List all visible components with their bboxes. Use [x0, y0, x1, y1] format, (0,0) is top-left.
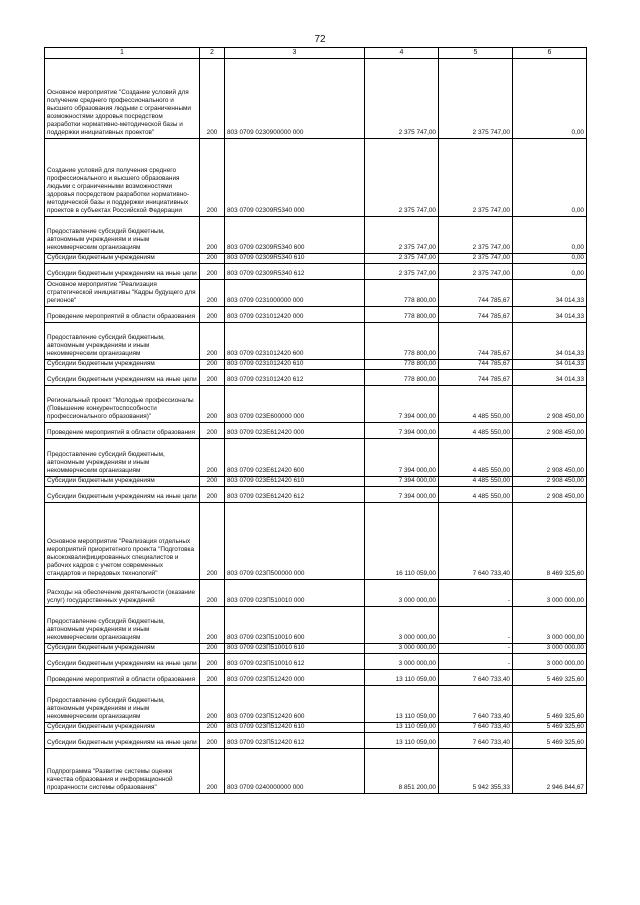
row-col2-cell: 200: [200, 723, 225, 733]
row-code-cell: 803 0709 023П500000 000: [225, 503, 365, 580]
row-code-cell: 803 0709 02309R5340 612: [225, 264, 365, 280]
table-row: [45, 580, 587, 607]
table-row: [45, 264, 587, 280]
row-col5-value: -: [439, 644, 513, 654]
table-row: [45, 607, 587, 644]
row-col5-value: 7 640 733,40: [439, 723, 513, 733]
row-name-cell: Субсидии бюджетным учреждениям на иные цели: [45, 487, 200, 503]
row-col2-cell: 200: [200, 59, 225, 139]
row-col4-value: 8 851 200,00: [365, 749, 439, 794]
table-row: [45, 733, 587, 749]
row-col4-value: 3 000 000,00: [365, 654, 439, 670]
row-col6-value: 5 469 325,60: [513, 733, 587, 749]
row-name-cell: Основное мероприятие "Реализация стратегической инициативы "Кадры будущего для регионов": [45, 280, 200, 307]
row-name-cell: Субсидии бюджетным учреждениям: [45, 644, 200, 654]
row-col4-value: 2 375 747,00: [365, 59, 439, 139]
row-col2-cell: 200: [200, 503, 225, 580]
row-col4-value: 13 110 059,00: [365, 733, 439, 749]
row-col6-value: 0,00: [513, 217, 587, 254]
row-col4-value: 16 110 059,00: [365, 503, 439, 580]
row-code-cell: 803 0709 0231012420 612: [225, 370, 365, 386]
row-col2-cell: 200: [200, 439, 225, 477]
row-col6-value: 34 014,33: [513, 360, 587, 370]
row-col4-value: 7 394 000,00: [365, 386, 439, 423]
row-col5-value: 2 375 747,00: [439, 139, 513, 217]
row-col5-value: 4 485 550,00: [439, 439, 513, 477]
table-row: [45, 139, 587, 217]
row-col5-value: 2 375 747,00: [439, 264, 513, 280]
row-name-cell: Субсидии бюджетным учреждениям: [45, 360, 200, 370]
row-code-cell: 803 0709 023П512420 612: [225, 733, 365, 749]
table-row: [45, 360, 587, 370]
row-col4-value: 778 800,00: [365, 370, 439, 386]
row-col2-cell: 200: [200, 749, 225, 794]
row-name-cell: Проведение мероприятий в области образования: [45, 423, 200, 439]
row-col2-cell: 200: [200, 370, 225, 386]
table-row: [45, 654, 587, 670]
column-header: 4: [365, 48, 439, 59]
table-row: [45, 439, 587, 477]
row-col5-value: 5 942 355,33: [439, 749, 513, 794]
row-col2-cell: 200: [200, 487, 225, 503]
row-col2-cell: 200: [200, 307, 225, 323]
row-col6-value: 2 908 450,00: [513, 487, 587, 503]
row-col5-value: 744 785,67: [439, 323, 513, 360]
row-col5-value: 744 785,67: [439, 360, 513, 370]
row-code-cell: 803 0709 0240000000 000: [225, 749, 365, 794]
row-name-cell: Субсидии бюджетным учреждениям на иные цели: [45, 370, 200, 386]
column-header: 5: [439, 48, 513, 59]
column-header: 3: [225, 48, 365, 59]
row-name-cell: Субсидии бюджетным учреждениям: [45, 723, 200, 733]
table-row: [45, 644, 587, 654]
row-col4-value: 3 000 000,00: [365, 580, 439, 607]
row-col2-cell: 200: [200, 423, 225, 439]
row-col2-cell: 200: [200, 644, 225, 654]
table-header-row: [45, 48, 587, 59]
row-col5-value: 2 375 747,00: [439, 59, 513, 139]
row-name-cell: Предоставление субсидий бюджетным, автономным учреждениям и иным некоммерческим организациям: [45, 217, 200, 254]
row-col4-value: 778 800,00: [365, 360, 439, 370]
table-row: [45, 670, 587, 686]
row-name-cell: Проведение мероприятий в области образования: [45, 670, 200, 686]
row-col5-value: 4 485 550,00: [439, 487, 513, 503]
row-col2-cell: 200: [200, 733, 225, 749]
row-col6-value: 34 014,33: [513, 370, 587, 386]
row-col4-value: 7 394 000,00: [365, 423, 439, 439]
row-col6-value: 0,00: [513, 139, 587, 217]
table-row: [45, 386, 587, 423]
row-col6-value: 0,00: [513, 264, 587, 280]
row-name-cell: Проведение мероприятий в области образования: [45, 307, 200, 323]
table-row: [45, 254, 587, 264]
row-col2-cell: 200: [200, 254, 225, 264]
row-col2-cell: 200: [200, 686, 225, 723]
row-col6-value: 5 469 325,60: [513, 670, 587, 686]
row-code-cell: 803 0709 023E612420 600: [225, 439, 365, 477]
row-code-cell: 803 0709 02309R5340 610: [225, 254, 365, 264]
table-row: [45, 423, 587, 439]
row-col6-value: 3 000 000,00: [513, 654, 587, 670]
row-col6-value: 8 469 325,60: [513, 503, 587, 580]
row-name-cell: Основное мероприятие "Реализация отдельных мероприятий приоритетного проекта "Подготовка высококвалифицированных специалистов и рабочих кадров с учетом современных стандартов и передовых технологий": [45, 503, 200, 580]
row-col2-cell: 200: [200, 360, 225, 370]
row-col5-value: 7 640 733,40: [439, 686, 513, 723]
table-row: [45, 723, 587, 733]
row-code-cell: 803 0709 0231012420 000: [225, 307, 365, 323]
row-col4-value: 778 800,00: [365, 323, 439, 360]
row-col5-value: 2 375 747,00: [439, 217, 513, 254]
column-header: 6: [513, 48, 587, 59]
row-name-cell: Основное мероприятие "Создание условий для получение среднего профессионального и высшего образования людьми с ограниченными возможностями здоровья посредством разработки нормативно-методической базы и поддержки инициативных проектов": [45, 59, 200, 139]
row-col4-value: 778 800,00: [365, 307, 439, 323]
row-col2-cell: 200: [200, 323, 225, 360]
column-header: 2: [200, 48, 225, 59]
row-col4-value: 7 394 000,00: [365, 487, 439, 503]
row-col4-value: 13 110 059,00: [365, 686, 439, 723]
row-col5-value: 744 785,67: [439, 370, 513, 386]
row-col6-value: 3 000 000,00: [513, 607, 587, 644]
row-code-cell: 803 0709 023П512420 000: [225, 670, 365, 686]
row-col5-value: 7 640 733,40: [439, 503, 513, 580]
row-col4-value: 2 375 747,00: [365, 264, 439, 280]
row-col6-value: 34 014,33: [513, 280, 587, 307]
row-col6-value: 2 908 450,00: [513, 439, 587, 477]
row-col5-value: 744 785,67: [439, 307, 513, 323]
row-name-cell: Создание условий для получения среднего профессионального и высшего образования людьми с ограниченными возможностями здоровья посредством разработки нормативно-методической базы и поддержки инициативных проектов в субъектах Российской Федерации: [45, 139, 200, 217]
row-col6-value: 2 908 450,00: [513, 423, 587, 439]
row-col5-value: -: [439, 607, 513, 644]
row-col6-value: 0,00: [513, 254, 587, 264]
column-header: 1: [45, 48, 200, 59]
row-code-cell: 803 0709 023П510010 612: [225, 654, 365, 670]
row-col6-value: 0,00: [513, 59, 587, 139]
row-name-cell: Предоставление субсидий бюджетным, автономным учреждениям и иным некоммерческим организациям: [45, 323, 200, 360]
row-name-cell: Расходы на обеспечение деятельности (оказание услуг) государственных учреждений: [45, 580, 200, 607]
table-row: [45, 280, 587, 307]
table-row: [45, 370, 587, 386]
table-row: [45, 217, 587, 254]
table-row: [45, 307, 587, 323]
row-col5-value: -: [439, 654, 513, 670]
row-col6-value: 2 908 450,00: [513, 386, 587, 423]
table-row: [45, 59, 587, 139]
row-col5-value: 4 485 550,00: [439, 386, 513, 423]
table-row: [45, 503, 587, 580]
row-col5-value: 4 485 550,00: [439, 423, 513, 439]
row-col2-cell: 200: [200, 654, 225, 670]
row-code-cell: 803 0709 023П510010 610: [225, 644, 365, 654]
row-col6-value: 34 014,33: [513, 323, 587, 360]
row-col5-value: 744 785,67: [439, 280, 513, 307]
row-col4-value: 13 110 059,00: [365, 670, 439, 686]
row-col4-value: 2 375 747,00: [365, 139, 439, 217]
row-name-cell: Подпрограмма "Развитие системы оценки качества образования и информационной прозрачности системы образования": [45, 749, 200, 794]
row-col2-cell: 200: [200, 607, 225, 644]
row-col4-value: 2 375 747,00: [365, 254, 439, 264]
row-col6-value: 3 000 000,00: [513, 644, 587, 654]
row-col2-cell: 200: [200, 264, 225, 280]
row-code-cell: 803 0709 0230900000 000: [225, 59, 365, 139]
row-name-cell: Субсидии бюджетным учреждениям на иные цели: [45, 733, 200, 749]
row-code-cell: 803 0709 0231000000 000: [225, 280, 365, 307]
page-number: 72: [314, 34, 326, 45]
row-name-cell: Субсидии бюджетным учреждениям: [45, 254, 200, 264]
row-col2-cell: 200: [200, 386, 225, 423]
row-col4-value: 13 110 059,00: [365, 723, 439, 733]
row-name-cell: Субсидии бюджетным учреждениям: [45, 477, 200, 487]
row-code-cell: 803 0709 0231012420 600: [225, 323, 365, 360]
row-code-cell: 803 0709 023E612420 000: [225, 423, 365, 439]
row-col2-cell: 200: [200, 217, 225, 254]
row-col2-cell: 200: [200, 477, 225, 487]
row-code-cell: 803 0709 023П512420 610: [225, 723, 365, 733]
row-col5-value: 7 640 733,40: [439, 733, 513, 749]
row-code-cell: 803 0709 02309R5340 000: [225, 139, 365, 217]
row-code-cell: 803 0709 023П512420 600: [225, 686, 365, 723]
row-col2-cell: 200: [200, 670, 225, 686]
row-col5-value: -: [439, 580, 513, 607]
table-row: [45, 477, 587, 487]
row-code-cell: 803 0709 023E612420 610: [225, 477, 365, 487]
row-col4-value: 2 375 747,00: [365, 217, 439, 254]
row-name-cell: Предоставление субсидий бюджетным, автономным учреждениям и иным некоммерческим организациям: [45, 686, 200, 723]
row-code-cell: 803 0709 02309R5340 600: [225, 217, 365, 254]
row-col4-value: 3 000 000,00: [365, 607, 439, 644]
row-col5-value: 4 485 550,00: [439, 477, 513, 487]
row-col6-value: 34 014,33: [513, 307, 587, 323]
row-col2-cell: 200: [200, 139, 225, 217]
row-code-cell: 803 0709 023E600000 000: [225, 386, 365, 423]
table-row: [45, 323, 587, 360]
row-code-cell: 803 0709 023П510010 000: [225, 580, 365, 607]
row-code-cell: 803 0709 023E612420 612: [225, 487, 365, 503]
row-col4-value: 778 800,00: [365, 280, 439, 307]
row-code-cell: 803 0709 023П510010 600: [225, 607, 365, 644]
row-code-cell: 803 0709 0231012420 610: [225, 360, 365, 370]
row-col2-cell: 200: [200, 280, 225, 307]
table-row: [45, 487, 587, 503]
table-row: [45, 686, 587, 723]
row-col4-value: 7 394 000,00: [365, 477, 439, 487]
row-col4-value: 3 000 000,00: [365, 644, 439, 654]
row-col6-value: 5 469 325,60: [513, 686, 587, 723]
row-name-cell: Предоставление субсидий бюджетным, автономным учреждениям и иным некоммерческим организациям: [45, 607, 200, 644]
row-col6-value: 2 908 450,00: [513, 477, 587, 487]
table-row: [45, 749, 587, 794]
row-col6-value: 3 000 000,00: [513, 580, 587, 607]
row-col6-value: 5 469 325,60: [513, 723, 587, 733]
row-name-cell: Региональный проект "Молодые профессионалы (Повышение конкурентоспособности профессионального образования)": [45, 386, 200, 423]
budget-execution-table: [44, 47, 587, 794]
row-name-cell: Субсидии бюджетным учреждениям на иные цели: [45, 264, 200, 280]
row-col2-cell: 200: [200, 580, 225, 607]
table-body: [45, 59, 587, 794]
row-col5-value: 7 640 733,40: [439, 670, 513, 686]
row-name-cell: Субсидии бюджетным учреждениям на иные цели: [45, 654, 200, 670]
row-col4-value: 7 394 000,00: [365, 439, 439, 477]
row-col6-value: 2 946 844,67: [513, 749, 587, 794]
row-col5-value: 2 375 747,00: [439, 254, 513, 264]
row-name-cell: Предоставление субсидий бюджетным, автономным учреждениям и иным некоммерческим организациям: [45, 439, 200, 477]
